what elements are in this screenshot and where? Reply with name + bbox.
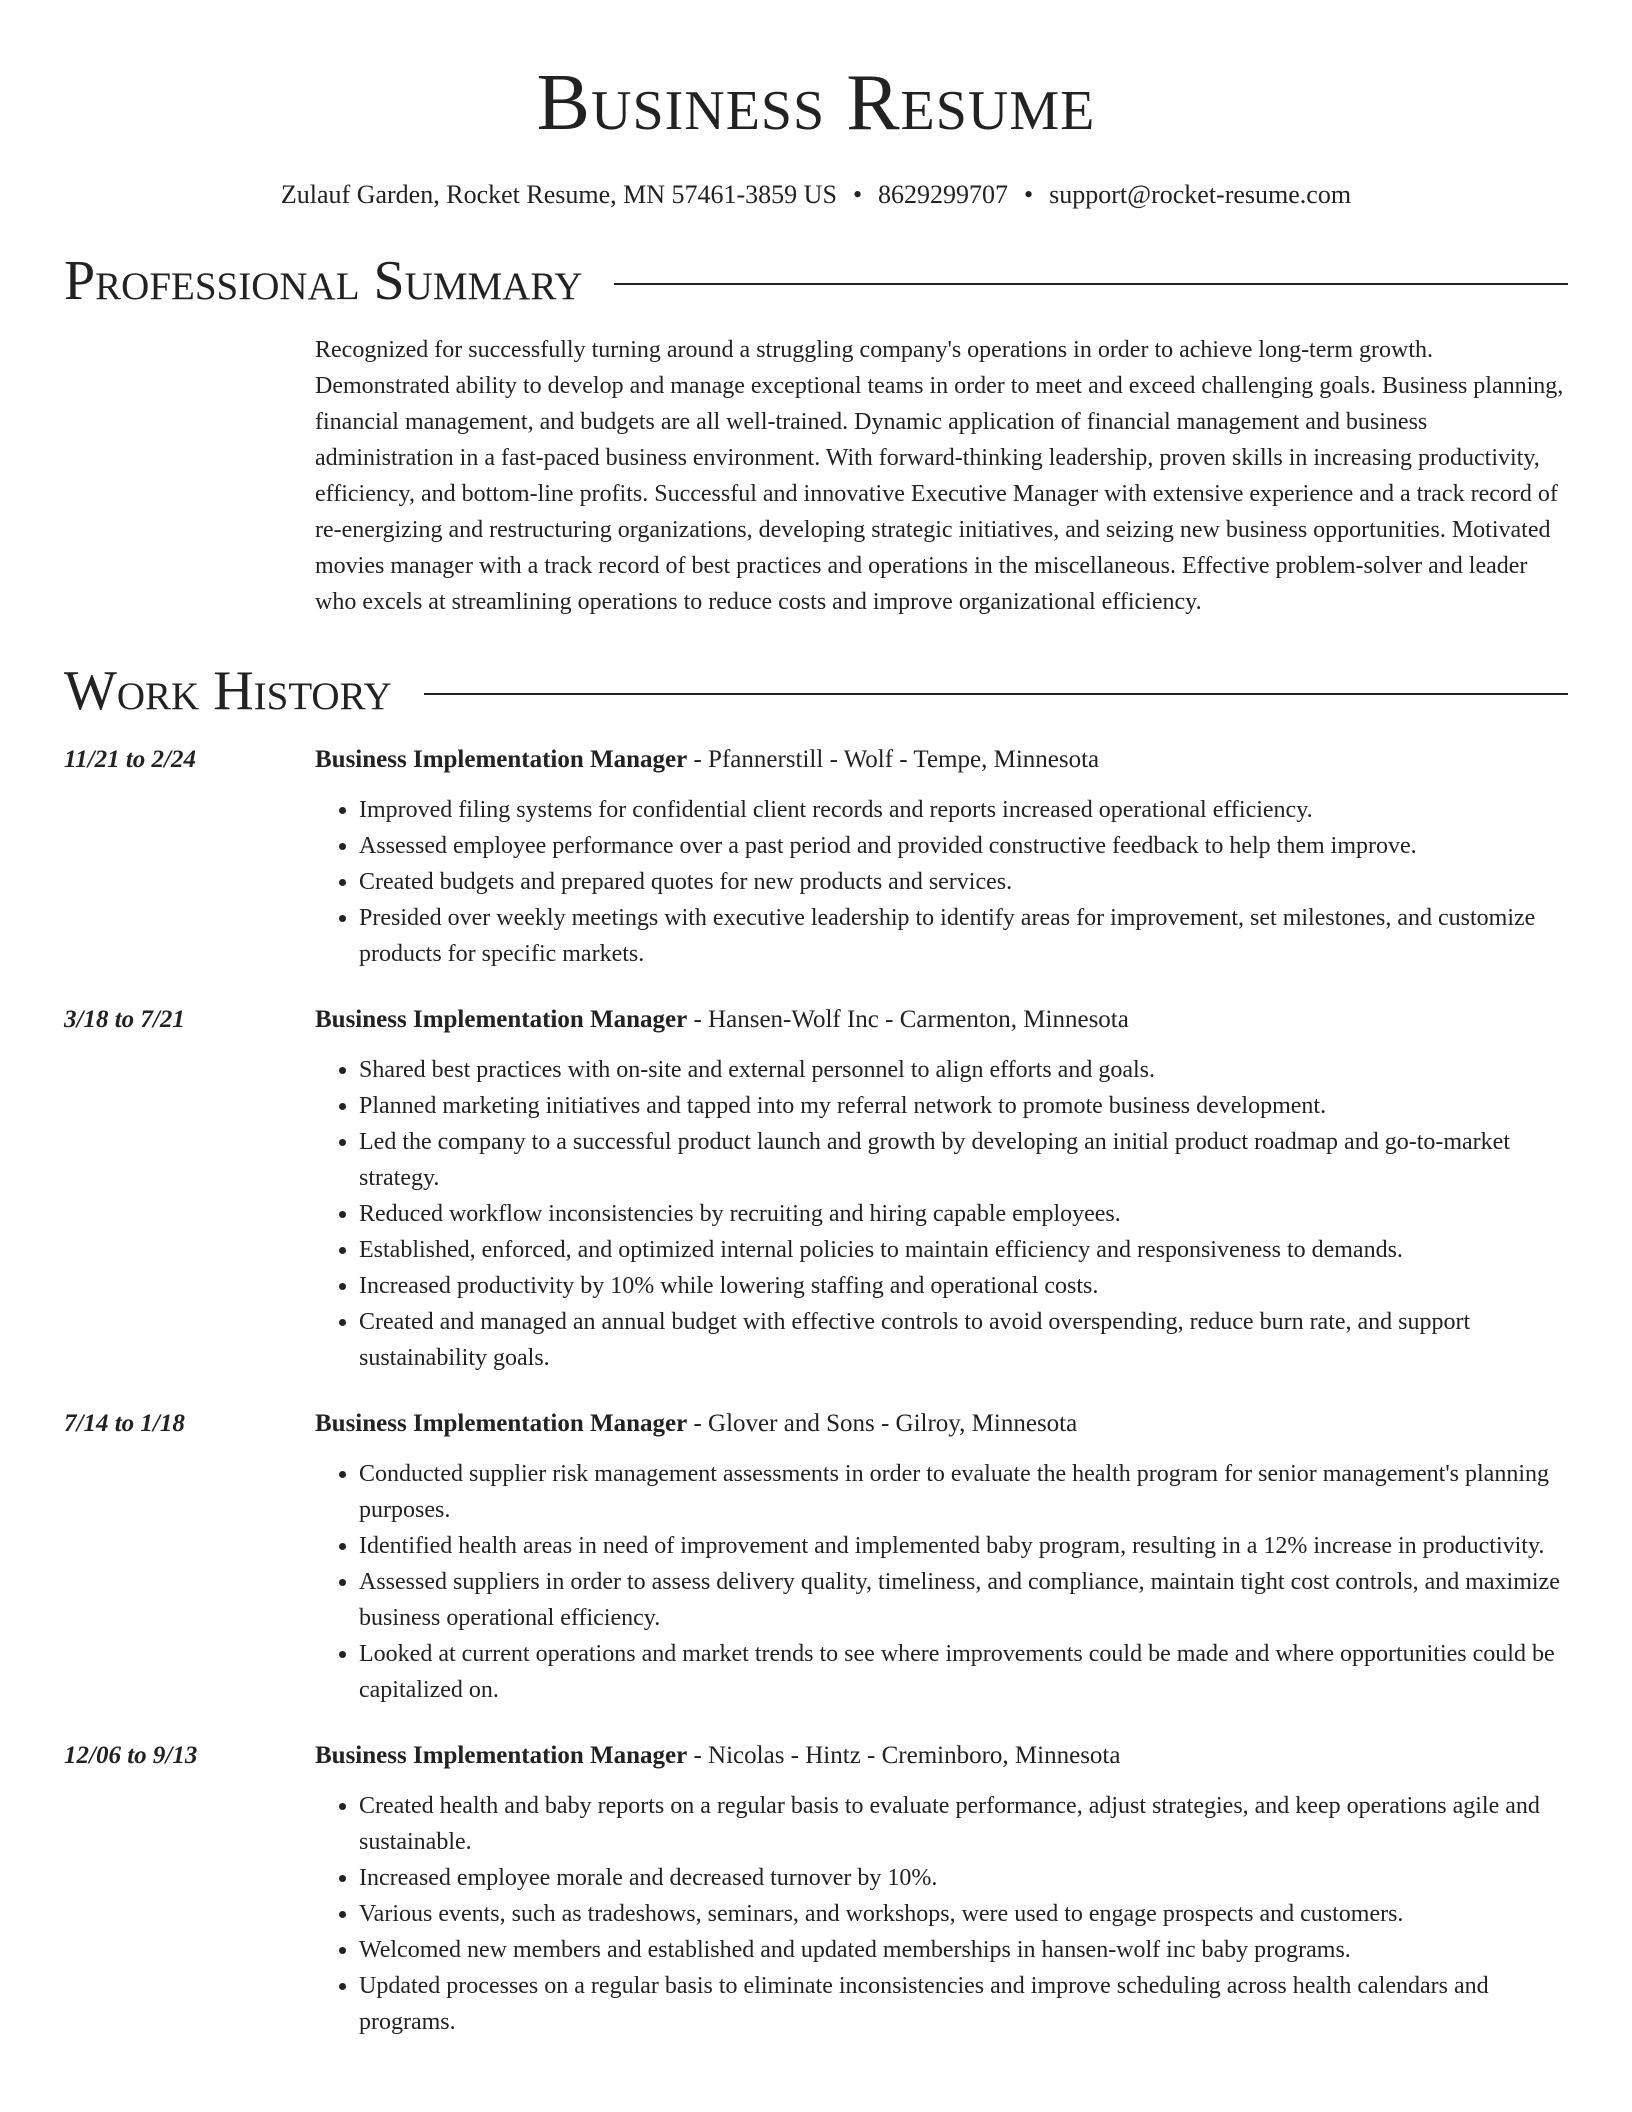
job-bullet: • Identified health areas in need of improvement and implemented baby program, resulting in a 12% increase in productivity. bbox=[359, 1528, 1568, 1564]
contact-email: support@rocket-resume.com bbox=[1049, 180, 1352, 209]
job-dates: 11/21 to 2/24 bbox=[64, 746, 196, 773]
job-body bbox=[315, 1738, 1568, 2040]
job-headline bbox=[315, 1406, 1568, 1442]
job-title: Business Implementation Manager bbox=[315, 1742, 688, 1769]
job-bullets bbox=[315, 1788, 1568, 2040]
job-bullets bbox=[315, 1052, 1568, 1376]
job-title: Business Implementation Manager bbox=[315, 1006, 688, 1033]
job-bullet: • Planned marketing initiatives and tapped into my referral network to promote business development. bbox=[359, 1088, 1568, 1124]
job-body bbox=[315, 1406, 1568, 1708]
summary-heading: Professional Summary bbox=[64, 250, 583, 312]
job-bullet: • Looked at current operations and market trends to see where improvements could be made and where opportunities could be capitalized on. bbox=[359, 1636, 1568, 1708]
work-section-header bbox=[64, 658, 1568, 724]
summary-section-header bbox=[64, 248, 1568, 314]
job-bullet: • Assessed suppliers in order to assess delivery quality, timeliness, and compliance, maintain tight cost controls, and maximize business operational efficiency. bbox=[359, 1564, 1568, 1636]
section-divider bbox=[424, 693, 1568, 695]
job-title: Business Implementation Manager bbox=[315, 746, 688, 773]
job-bullet: • Led the company to a successful product launch and growth by developing an initial product roadmap and go-to-market strategy. bbox=[359, 1124, 1568, 1196]
section-divider bbox=[614, 283, 1568, 285]
job-headline bbox=[315, 742, 1568, 778]
job-bullet: • Assessed employee performance over a past period and provided constructive feedback to help them improve. bbox=[359, 828, 1568, 864]
job-entry bbox=[64, 1406, 1568, 1708]
job-headline bbox=[315, 1738, 1568, 1774]
job-bullet: • Welcomed new members and established and updated memberships in hansen-wolf inc baby programs. bbox=[359, 1932, 1568, 1968]
job-list bbox=[64, 742, 1568, 2040]
contact-line bbox=[64, 180, 1568, 210]
job-details: - Nicolas - Hintz - Creminboro, Minnesota bbox=[687, 1742, 1121, 1769]
job-bullet: • Established, enforced, and optimized internal policies to maintain efficiency and responsiveness to demands. bbox=[359, 1232, 1568, 1268]
job-entry bbox=[64, 1738, 1568, 2040]
work-heading: Work History bbox=[64, 660, 392, 722]
job-entry bbox=[64, 1002, 1568, 1376]
contact-phone: 8629299707 bbox=[878, 180, 1009, 209]
job-bullet: • Presided over weekly meetings with executive leadership to identify areas for improvement, set milestones, and customize products for specific markets. bbox=[359, 900, 1568, 972]
job-bullet: • Shared best practices with on-site and external personnel to align efforts and goals. bbox=[359, 1052, 1568, 1088]
job-body bbox=[315, 1002, 1568, 1376]
job-bullets bbox=[315, 792, 1568, 972]
summary-text: Recognized for successfully turning around a struggling company's operations in order to achieve long-term growth. Demonstrated ability to develop and manage exceptional teams in order to meet and exceed challenging goals. Business planning, financial management, and budgets are all well-trained. Dynamic application of financial management and business administration in a fast-paced business environment. With forward-thinking leadership, proven skills in increasing productivity, efficiency, and bottom-line profits. Successful and innovative Executive Manager with extensive experience and a track record of re-energizing and restructuring organizations, developing strategic initiatives, and seizing new business opportunities. Motivated movies manager with a track record of best practices and operations in the miscellaneous. Effective problem-solver and leader who excels at streamlining operations to reduce costs and improve organizational efficiency. bbox=[315, 337, 1564, 615]
job-bullet: • Conducted supplier risk management assessments in order to evaluate the health program for senior management's planning purposes. bbox=[359, 1456, 1568, 1528]
contact-separator: • bbox=[1024, 180, 1034, 209]
contact-separator: • bbox=[852, 180, 863, 209]
job-headline bbox=[315, 1002, 1568, 1038]
job-title: Business Implementation Manager bbox=[315, 1410, 688, 1437]
job-bullet: • Improved filing systems for confidential client records and reports increased operational efficiency. bbox=[359, 792, 1568, 828]
job-bullets bbox=[315, 1456, 1568, 1708]
job-bullet: • Created budgets and prepared quotes for new products and services. bbox=[359, 864, 1568, 900]
resume-title: Business Resume bbox=[536, 59, 1096, 147]
job-bullet: • Increased productivity by 10% while lowering staffing and operational costs. bbox=[359, 1268, 1568, 1304]
job-details: - Pfannerstill - Wolf - Tempe, Minnesota bbox=[687, 746, 1100, 773]
job-entry bbox=[64, 742, 1568, 972]
job-bullet: • Created health and baby reports on a regular basis to evaluate performance, adjust strategies, and keep operations agile and sustainable. bbox=[359, 1788, 1568, 1860]
job-details: - Hansen-Wolf Inc - Carmenton, Minnesota bbox=[687, 1006, 1129, 1033]
job-bullet: • Created and managed an annual budget with effective controls to avoid overspending, reduce burn rate, and support sustainability goals. bbox=[359, 1304, 1568, 1376]
job-details: - Glover and Sons - Gilroy, Minnesota bbox=[687, 1410, 1078, 1437]
job-bullet: • Various events, such as tradeshows, seminars, and workshops, were used to engage prospects and customers. bbox=[359, 1896, 1568, 1932]
job-dates: 12/06 to 9/13 bbox=[64, 1742, 198, 1769]
job-dates: 7/14 to 1/18 bbox=[64, 1410, 185, 1437]
job-dates: 3/18 to 7/21 bbox=[64, 1006, 185, 1033]
contact-address: Zulauf Garden, Rocket Resume, MN 57461-3859 US bbox=[280, 180, 837, 209]
job-bullet: • Increased employee morale and decreased turnover by 10%. bbox=[359, 1860, 1568, 1896]
job-body bbox=[315, 742, 1568, 972]
job-bullet: • Reduced workflow inconsistencies by recruiting and hiring capable employees. bbox=[359, 1196, 1568, 1232]
job-bullet: • Updated processes on a regular basis to eliminate inconsistencies and improve scheduling across health calendars and programs. bbox=[359, 1968, 1568, 2040]
